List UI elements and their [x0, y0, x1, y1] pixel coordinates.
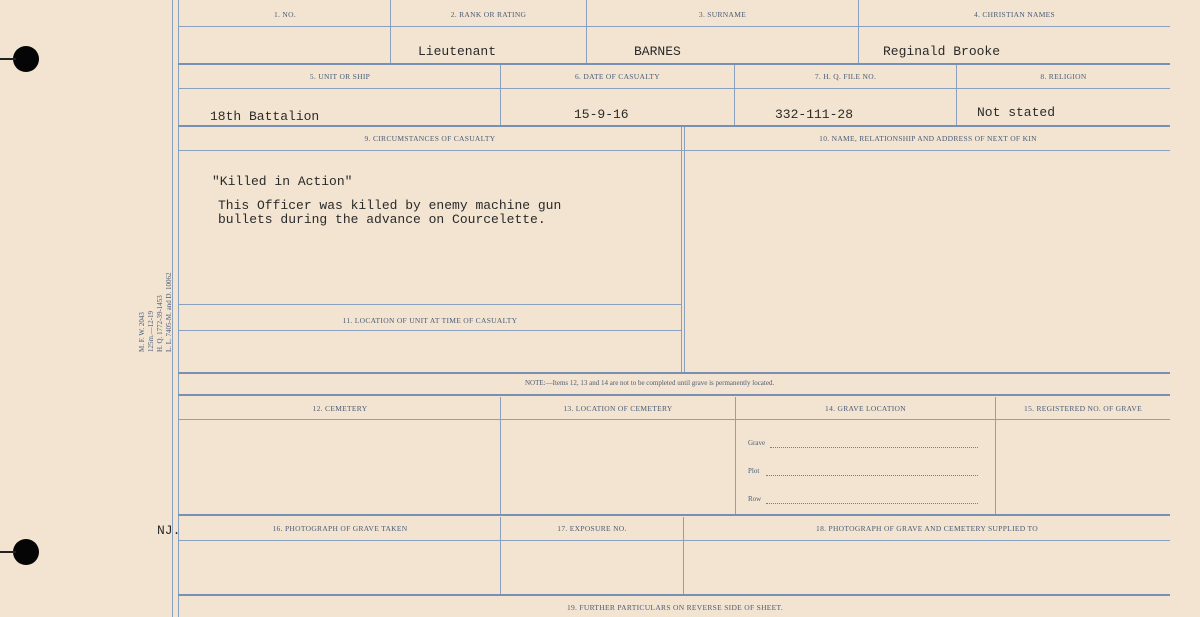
- circumstance-line3: bullets during the advance on Courcelette.: [218, 212, 546, 227]
- label-unit: 5. UNIT OR SHIP: [309, 72, 371, 81]
- row3-div-b: [684, 127, 685, 372]
- label-surname: 3. SURNAME: [698, 10, 747, 19]
- row1-header-line: [178, 26, 1170, 27]
- cemetery-header-line: [178, 419, 1170, 420]
- value-surname: BARNES: [634, 44, 681, 59]
- location-unit-top-line: [178, 304, 681, 305]
- label-exposure: 17. EXPOSURE NO.: [557, 524, 627, 533]
- circumstance-line1: "Killed in Action": [212, 174, 353, 189]
- value-date: 15-9-16: [574, 107, 629, 122]
- row3-div: [681, 127, 682, 372]
- label-circumstances: 9. CIRCUMSTANCES OF CASUALTY: [364, 134, 496, 143]
- row2-header-line: [178, 88, 1170, 89]
- label-photo-taken: 16. PHOTOGRAPH OF GRAVE TAKEN: [272, 524, 408, 533]
- cem-div3: [995, 397, 996, 514]
- punch-hole-top: [13, 46, 39, 72]
- row-field-label: Row: [748, 495, 762, 503]
- value-unit: 18th Battalion: [210, 109, 320, 124]
- label-registered-no: 15. REGISTERED NO. OF GRAVE: [1024, 404, 1142, 413]
- label-grave-location: 14. GRAVE LOCATION: [825, 404, 906, 413]
- label-christian-names: 4. CHRISTIAN NAMES: [973, 10, 1056, 19]
- photo-header-line: [178, 540, 1170, 541]
- label-location-cemetery: 13. LOCATION OF CEMETERY: [563, 404, 673, 413]
- side-print-line3: H. Q. 1772-39-1453: [156, 295, 164, 352]
- label-religion: 8. RELIGION: [1040, 72, 1087, 81]
- label-hq-file: 7. H. Q. FILE NO.: [814, 72, 877, 81]
- label-cemetery: 12. CEMETERY: [312, 404, 368, 413]
- punch-hole-bottom: [13, 539, 39, 565]
- punch-hole-top-tail: [0, 58, 16, 60]
- side-print-line4: L. L. 7405-M. and D. 10062: [165, 272, 173, 352]
- photo-bottom-line: [178, 594, 1170, 596]
- note-bottom-line: [178, 394, 1170, 396]
- margin-mark: NJ.: [157, 523, 181, 538]
- grave-field-label: Grave: [748, 439, 766, 447]
- label-next-of-kin: 10. NAME, RELATIONSHIP AND ADDRESS OF NEXT OF KIN: [819, 134, 1037, 143]
- plot-field-line: [766, 475, 978, 476]
- row3-header-line: [178, 150, 1170, 151]
- label-rank: 2. RANK OR RATING: [450, 10, 527, 19]
- cemetery-bottom-line: [178, 514, 1170, 516]
- side-print: [138, 272, 174, 352]
- location-unit-header-line: [178, 330, 681, 331]
- label-date: 6. DATE OF CASUALTY: [574, 72, 660, 81]
- label-location-unit: 11. LOCATION OF UNIT AT TIME OF CASUALTY: [342, 316, 518, 325]
- value-religion: Not stated: [977, 105, 1056, 120]
- cem-div1: [500, 397, 501, 514]
- row-field-line: [766, 503, 978, 504]
- note-text: NOTE:—Items 12, 13 and 14 are not to be completed until grave is permanently located.: [525, 379, 775, 387]
- label-photo-supplied: 18. PHOTOGRAPH OF GRAVE AND CEMETERY SUPPLIED TO: [816, 524, 1038, 533]
- label-further-particulars: 19. FURTHER PARTICULARS ON REVERSE SIDE OF SHEET.: [566, 603, 784, 612]
- circumstance-line2: This Officer was killed by enemy machine gun: [218, 198, 562, 213]
- punch-hole-bottom-tail: [0, 551, 16, 553]
- cem-div2: [735, 397, 736, 514]
- row1-bottom-line: [178, 63, 1170, 65]
- side-print-line2: 125m.—12-19: [147, 310, 155, 352]
- value-rank: Lieutenant: [418, 44, 497, 59]
- label-no: 1. NO.: [273, 10, 296, 19]
- value-christian-names: Reginald Brooke: [883, 44, 1001, 59]
- value-hq-file: 332-111-28: [775, 107, 854, 122]
- row2-bottom-line: [178, 125, 1170, 127]
- grave-field-line: [770, 447, 978, 448]
- side-print-line1: M. F. W. 2043: [138, 312, 146, 352]
- note-top-line: [178, 372, 1170, 374]
- plot-field-label: Plot: [748, 467, 760, 475]
